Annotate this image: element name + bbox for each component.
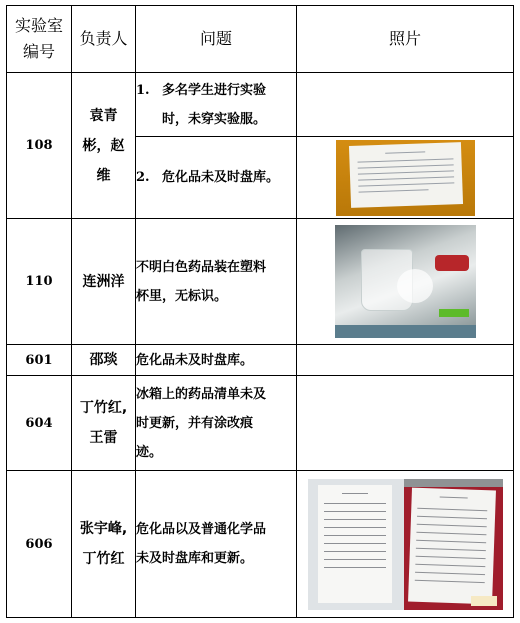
table-row bbox=[7, 471, 514, 618]
issue-line: 迹。 bbox=[136, 444, 163, 460]
issue-line: 不明白色药品装在塑料 bbox=[136, 259, 267, 275]
owner-cell bbox=[72, 376, 136, 471]
issue-cell bbox=[136, 137, 297, 219]
issue-number: 1. bbox=[136, 82, 150, 98]
owner-line: 丁竹红 bbox=[82, 551, 125, 567]
photo-cell bbox=[297, 137, 514, 219]
header-issue: 问题 bbox=[136, 6, 297, 73]
issue-line: 危化品以及普通化学品 bbox=[136, 522, 267, 537]
issue-line: 多名学生进行实验 bbox=[162, 82, 267, 98]
table-row bbox=[7, 219, 514, 345]
issue-cell bbox=[136, 376, 297, 471]
issue-line: 冰箱上的药品清单未及 bbox=[136, 386, 267, 402]
table-row bbox=[7, 345, 514, 376]
header-owner: 负责人 bbox=[72, 6, 136, 73]
unlabeled-chemical-photo bbox=[335, 225, 476, 338]
owner-line: 丁竹红, bbox=[79, 400, 128, 416]
issue-cell bbox=[136, 345, 297, 376]
issue-line: 时更新，并有涂改痕 bbox=[136, 415, 254, 431]
owner-line: 维 bbox=[96, 167, 111, 184]
room-number: 604 bbox=[7, 376, 72, 471]
owner-line: 张宇峰, bbox=[79, 521, 128, 537]
owner-line: 彬，赵 bbox=[82, 137, 125, 154]
photo-cell bbox=[297, 471, 514, 618]
issue-line: 未及时盘库和更新。 bbox=[136, 551, 254, 566]
inspection-table bbox=[6, 5, 514, 618]
owner-cell bbox=[72, 471, 136, 618]
owner-line: 袁青 bbox=[89, 107, 118, 124]
room-number: 606 bbox=[7, 471, 72, 618]
issue-line: 危化品未及时盘库。 bbox=[136, 352, 254, 368]
owner-cell bbox=[72, 345, 136, 376]
issue-cell bbox=[136, 471, 297, 618]
room-number: 108 bbox=[7, 73, 72, 219]
issue-line: 危化品未及时盘库。 bbox=[162, 170, 280, 185]
issue-line: 杯里，无标识。 bbox=[136, 288, 228, 304]
photo-cell-empty bbox=[297, 73, 514, 137]
owner-line: 连洲洋 bbox=[82, 273, 125, 290]
header-row bbox=[7, 6, 514, 73]
inventory-sheet-photo bbox=[336, 140, 475, 216]
table-row bbox=[7, 376, 514, 471]
issue-cell bbox=[136, 73, 297, 137]
issue-cell bbox=[136, 219, 297, 345]
header-room-line: 编号 bbox=[22, 42, 55, 61]
photo-cell bbox=[297, 219, 514, 345]
header-photo: 照片 bbox=[297, 6, 514, 73]
room-number: 601 bbox=[7, 345, 72, 376]
photo-cell-empty bbox=[297, 345, 514, 376]
issue-number: 2. bbox=[136, 170, 150, 185]
table-row bbox=[7, 73, 514, 137]
header-room bbox=[7, 6, 72, 73]
photo-cell-empty bbox=[297, 376, 514, 471]
owner-line: 邵琰 bbox=[89, 352, 118, 368]
owner-cell bbox=[72, 219, 136, 345]
owner-line: 王雷 bbox=[89, 430, 118, 446]
chemical-list-photo bbox=[308, 479, 503, 610]
room-number: 110 bbox=[7, 219, 72, 345]
owner-cell bbox=[72, 73, 136, 219]
header-room-line: 实验室 bbox=[14, 16, 63, 35]
issue-line: 时，未穿实验服。 bbox=[162, 111, 267, 127]
